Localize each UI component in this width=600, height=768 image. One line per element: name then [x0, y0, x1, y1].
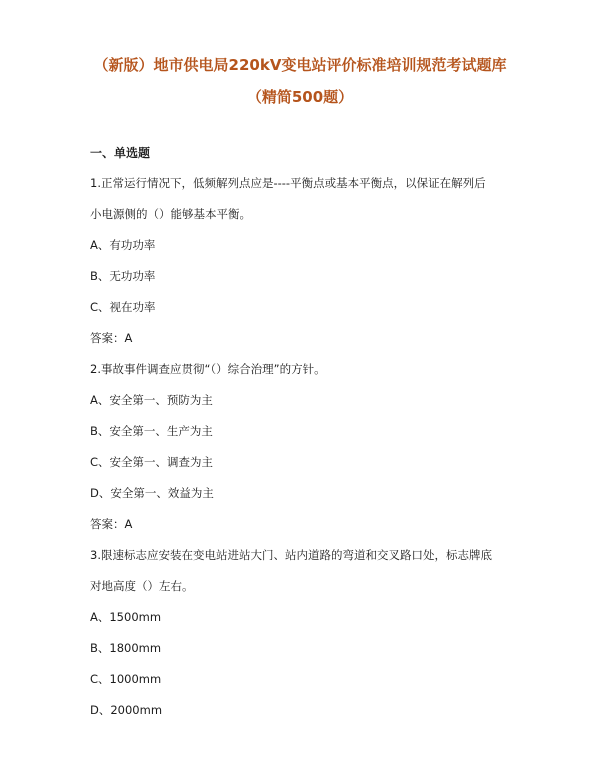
question-1-stem-line-1: 1.正常运行情况下，低频解列点应是----平衡点或基本平衡点，以保证在解列后 [90, 176, 486, 190]
question-2-option-a: A、安全第一、预防为主 [90, 393, 213, 407]
question-1-option-a: A、有功功率 [90, 238, 156, 252]
question-3-stem-line-1: 3.限速标志应安装在变电站进站大门、站内道路的弯道和交叉路口处，标志牌底 [90, 548, 492, 562]
question-1-stem-line-2: 小电源侧的（）能够基本平衡。 [90, 207, 251, 221]
question-2-option-d: D、安全第一、效益为主 [90, 486, 214, 500]
question-1-option-b: B、无功功率 [90, 269, 156, 283]
question-3-option-d: D、2000mm [90, 703, 163, 717]
question-1-answer: 答案：A [90, 331, 133, 345]
question-2-option-b: B、安全第一、生产为主 [90, 424, 213, 438]
question-2-answer: 答案：A [90, 517, 133, 531]
section-heading: 一、单选题 [90, 146, 151, 160]
question-2-option-c: C、安全第一、调查为主 [90, 455, 214, 469]
question-3-stem-line-2: 对地高度（）左右。 [90, 579, 194, 593]
question-1-option-c: C、视在功率 [90, 300, 156, 314]
question-2-stem-line-1: 2.事故事件调查应贯彻“（）综合治理”的方针。 [90, 362, 326, 376]
document-subtitle: （精简500题） [246, 88, 354, 106]
document-title: （新版）地市供电局220kV变电站评价标准培训规范考试题库 [93, 56, 507, 74]
question-3-option-c: C、1000mm [90, 672, 162, 686]
question-3-option-b: B、1800mm [90, 641, 162, 655]
question-3-option-a: A、1500mm [90, 610, 162, 624]
